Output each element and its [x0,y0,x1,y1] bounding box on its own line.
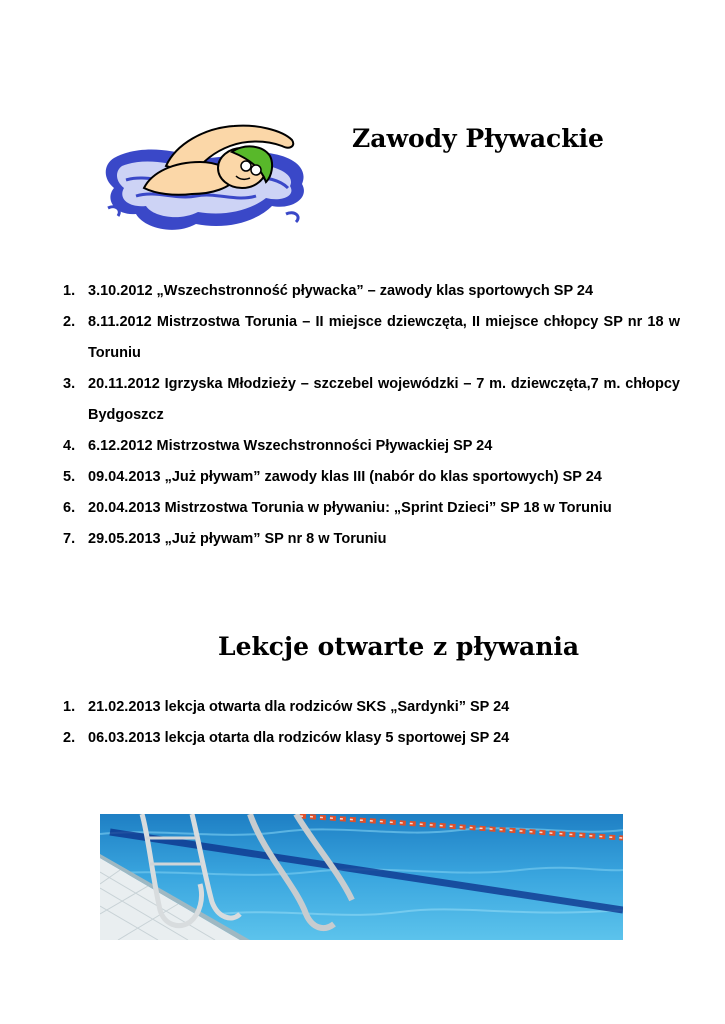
list-item: 1. 21.02.2013 lekcja otwarta dla rodziców SKS „Sardynki” SP 24 [63,699,510,715]
swimmer-clipart [96,118,314,242]
list-item: 6. 20.04.2013 Mistrzostwa Torunia w pływaniu: „Sprint Dzieci” SP 18 w Toruniu [63,500,612,516]
list-item: 7. 29.05.2013 „Już pływam” SP nr 8 w Toruniu [63,531,387,547]
section-title-open-lessons: Lekcje otwarte z pływania [218,632,580,661]
section-title-competitions: Zawody Pływackie [352,124,604,153]
competitions-list [63,276,680,555]
list-item: 4. 6.12.2012 Mistrzostwa Wszechstronności Pływackiej SP 24 [63,438,493,454]
list-item: 5. 09.04.2013 „Już pływam” zawody klas III (nabór do klas sportowych) SP 24 [63,469,602,485]
open-lessons-list [63,692,680,754]
list-item: 3. 20.11.2012 Igrzyska Młodzieży – szczebel wojewódzki – 7 m. dziewczęta,7 m. chłopcy Bydgoszcz [63,376,680,423]
list-item: 2. 8.11.2012 Mistrzostwa Torunia – II miejsce dziewczęta, II miejsce chłopcy SP nr 18 w Toruniu [63,314,680,361]
pool-photo [100,814,623,940]
list-item: 1. 3.10.2012 „Wszechstronność pływacka” – zawody klas sportowych SP 24 [63,283,594,299]
list-item: 2. 06.03.2013 lekcja otarta dla rodziców klasy 5 sportowej SP 24 [63,730,510,746]
